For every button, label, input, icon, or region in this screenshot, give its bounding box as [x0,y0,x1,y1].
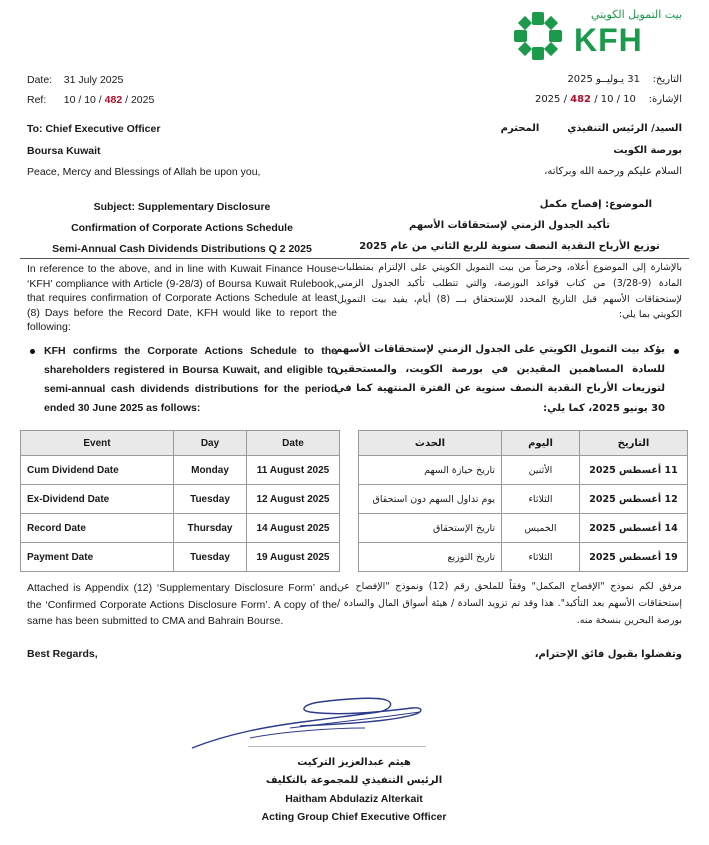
event-cell: Record Date [21,514,174,543]
body-intro-ar: بالإشارة إلى الموضوع أعلاه، وحرصاً من بيت التمويل الكويتي على الإلتزام بمتطلبات المادة (9-3/28) من كتاب قواعد البورصة، والتي تتطلب تأكيد الجدول الزمني لإستحقاقات الأسهم قبل التاريخ المحدد للإستحقاق بـــ (8) أيام، يفيد بيت التمويل الكويتي بما يلي: [337,262,682,321]
date-cell: 14 August 2025 [247,514,340,543]
column-header: الحدث [359,431,502,456]
attached-note-ar: مرفق لكم نموذج "الإفصاح المكمل" وفقاً للملحق رقم (12) ونموذج "الإفصاح عن إستحقاقات الأسهم بعد التأكيد". هذا وقد تم تزويد السادة / هيئة أسواق المال والسادة / بورصة البحرين بنسخة منه. [337,581,682,626]
body-bullet-en: KFH confirms the Corporate Actions Schedule to the shareholders registered in Boursa Kuwait, and eligible to semi-annual cash dividends distributions for the period ended 30 June 2025 as follows: [44,345,337,414]
date-value-en: 31 July 2025 [63,74,124,86]
subject-divider [20,258,689,259]
day-cell: Tuesday [174,543,247,572]
table-row [21,456,340,485]
day-cell: الأثنين [502,456,580,485]
greeting-en: Peace, Mercy and Blessings of Allah be upon you, [27,166,261,178]
regards-ar: وتفضلوا بقبول فائق الإحترام، [534,649,682,660]
recipient-org-en: Boursa Kuwait [27,145,101,157]
event-cell: تاريخ حيازة السهم [359,456,502,485]
date-value-ar: 31 يـوليــو 2025 [567,74,640,85]
date-cell: 12 August 2025 [247,485,340,514]
date-cell: 19 أغسطس 2025 [580,543,688,572]
subject-ar: الموضوع: إفصاح مكمل تأكيد الجدول الزمني لإستحقاقات الأسهم توزيع الأرباح النقدية النصف سنوية للربع الثاني من عام 2025 [359,199,660,252]
schedule-table-en [20,430,340,572]
column-header: Date [247,431,340,456]
column-header: التاريخ [580,431,688,456]
bullet-icon [674,349,679,354]
event-cell: يوم تداول السهم دون استحقاق [359,485,502,514]
ref-line-ar: الإشارة: 2025 / 482 / 10 / 10 [534,94,682,105]
signature-scribble [190,688,430,753]
bullet-icon [30,349,35,354]
table-row [359,485,688,514]
date-cell: 19 August 2025 [247,543,340,572]
event-cell: تاريخ الإستحقاق [359,514,502,543]
recipient-en: To: Chief Executive Officer [27,123,161,135]
date-line-ar: التاريخ: 31 يـوليــو 2025 [567,74,682,85]
logo-arabic-name: بيت التمويل الكويتي [590,8,682,21]
signatory-title-ar: الرئيس التنفيذي للمجموعة بالتكليف [265,775,443,786]
recipient-ar: السيد/ الرئيس التنفيذي المحترم [500,123,682,134]
body-intro-en: In reference to the above, and in line with Kuwait Finance House ‘KFH’ compliance with Article (9-28/3) of Boursa Kuwait Rulebook, that requires confirmation of Corporate Actions Schedule at least (8) Days before the Record Date, KFH would like to report the following: [27,263,337,334]
day-cell: Monday [174,456,247,485]
attached-note-en: Attached is Appendix (12) ‘Supplementary Disclosure Form’ and the ‘Confirmed Corporate Actions Disclosure Form’. A copy of the same has been submitted to CMA and Bahrain Bourse. [27,582,337,627]
ref-number-en: 482 [104,94,123,106]
ref-line-en: Ref: 10 / 10 / 482 / 2025 [27,94,155,106]
ref-number-ar: 482 [570,94,592,105]
event-cell: Payment Date [21,543,174,572]
regards-en: Best Regards, [27,648,98,660]
event-cell: تاريخ التوزيع [359,543,502,572]
table-row [359,514,688,543]
table-row [21,543,340,572]
column-header: اليوم [502,431,580,456]
schedule-table-ar [358,430,688,572]
kfh-logo [512,8,682,60]
kfh-emblem-icon [512,10,564,62]
date-cell: 11 أغسطس 2025 [580,456,688,485]
day-cell: Thursday [174,514,247,543]
table-row [21,485,340,514]
date-cell: 14 أغسطس 2025 [580,514,688,543]
signatory-title-en: Acting Group Chief Executive Officer [261,811,447,823]
table-row [359,456,688,485]
signature-block [199,754,509,826]
signatory-name-en: Haitham Abdulaziz Alterkait [285,793,423,805]
subject-en: Subject: Supplementary Disclosure Confirmation of Corporate Actions Schedule Semi-Annual Cash Dividends Distributions Q 2 2025 [52,201,312,255]
date-cell: 12 أغسطس 2025 [580,485,688,514]
event-cell: Cum Dividend Date [21,456,174,485]
date-line-en: Date: 31 July 2025 [27,74,124,86]
day-cell: Tuesday [174,485,247,514]
signature-line [248,746,426,747]
logo-wordmark: KFH [574,22,643,58]
column-header: Day [174,431,247,456]
day-cell: الثلاثاء [502,485,580,514]
recipient-org-ar: بورصة الكويت [613,145,682,156]
table-row [21,514,340,543]
body-bullet-ar: يؤكد بيت التمويل الكويتي على الجدول الزمني لإستحقاقات الأسهم للسادة المساهمين المقيدين في بورصة الكويت، والمستحقين لتوزيعات الأرباح النقدية النصف سنوية عن الفترة المنتهية كما في 30 يونيو 2025، كما يلي: [335,344,665,414]
day-cell: الثلاثاء [502,543,580,572]
event-cell: Ex-Dividend Date [21,485,174,514]
date-cell: 11 August 2025 [247,456,340,485]
greeting-ar: السلام عليكم ورحمة الله وبركاته، [544,166,682,177]
signatory-name-ar: هيثم عبدالعزيز التركيت [297,757,411,768]
day-cell: الخميس [502,514,580,543]
column-header: Event [21,431,174,456]
table-row [359,543,688,572]
